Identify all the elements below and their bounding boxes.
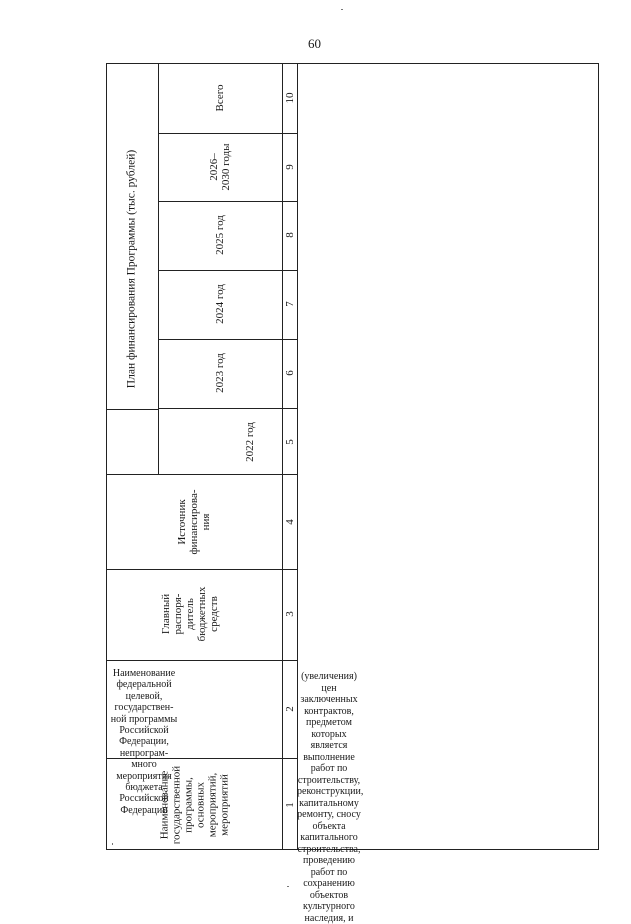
column-number-8: 8 [284,232,296,238]
financing-plan-subheader-border [158,64,159,474]
page-number: 60 [308,36,321,51]
column-number-2: 2 [284,706,296,712]
column-number-6: 6 [284,370,296,376]
scan-speck [287,886,289,887]
column-number-1: 1 [284,802,296,808]
header-bottom-border [282,64,283,849]
column-number-9: 9 [284,164,296,170]
header-program-name: Наименование государственной программы, основных мероприятий, мероприятий [158,765,232,845]
scan-speck [112,843,113,845]
header-budget-manager: Главный распоря- дитель бюджетных средств [159,586,221,642]
cell-border-2023 [158,339,297,340]
cell-border-col3 [107,569,297,570]
cell-border-col2 [107,660,297,661]
scan-speck [341,9,343,10]
header-federal-program-name: Наименование федеральной целевой, государствен- ной программы Российской Федерации, непрограм- много мероприятия бюджета Российской Федерации [110,668,178,816]
cell-border-2025 [158,201,297,202]
header-total: Всего [213,84,226,112]
header-financing-source: Источник финансирова- ния [175,489,213,555]
cell-border-2022 [158,408,297,409]
header-2026-2030: 2026– 2030 годы [207,143,232,191]
financing-plan-title: План финансирования Программы (тыс. рублей) [125,149,138,389]
row-divider-header-sub [107,409,158,410]
column-number-10: 10 [284,92,296,104]
column-number-5: 5 [284,439,296,445]
col2-body-text: (увеличения) цен заключенных контрактов, предметом которых является выполнение работ по строительству, реконструкции, капитальному ремонту, сносу объекта капитального строительства, проведению работ по сохранению объектов культурного наследия, и [297,671,364,924]
header-2024: 2024 год [213,284,226,324]
header-2022: 2022 год [243,422,256,462]
header-2023: 2023 год [213,353,226,393]
header-2025: 2025 год [213,215,226,255]
column-number-3: 3 [284,611,296,617]
cell-border-2024 [158,270,297,271]
cell-border-2026 [158,133,297,134]
cell-border-col4 [107,474,297,475]
column-number-7: 7 [284,301,296,307]
column-number-4: 4 [284,519,296,525]
